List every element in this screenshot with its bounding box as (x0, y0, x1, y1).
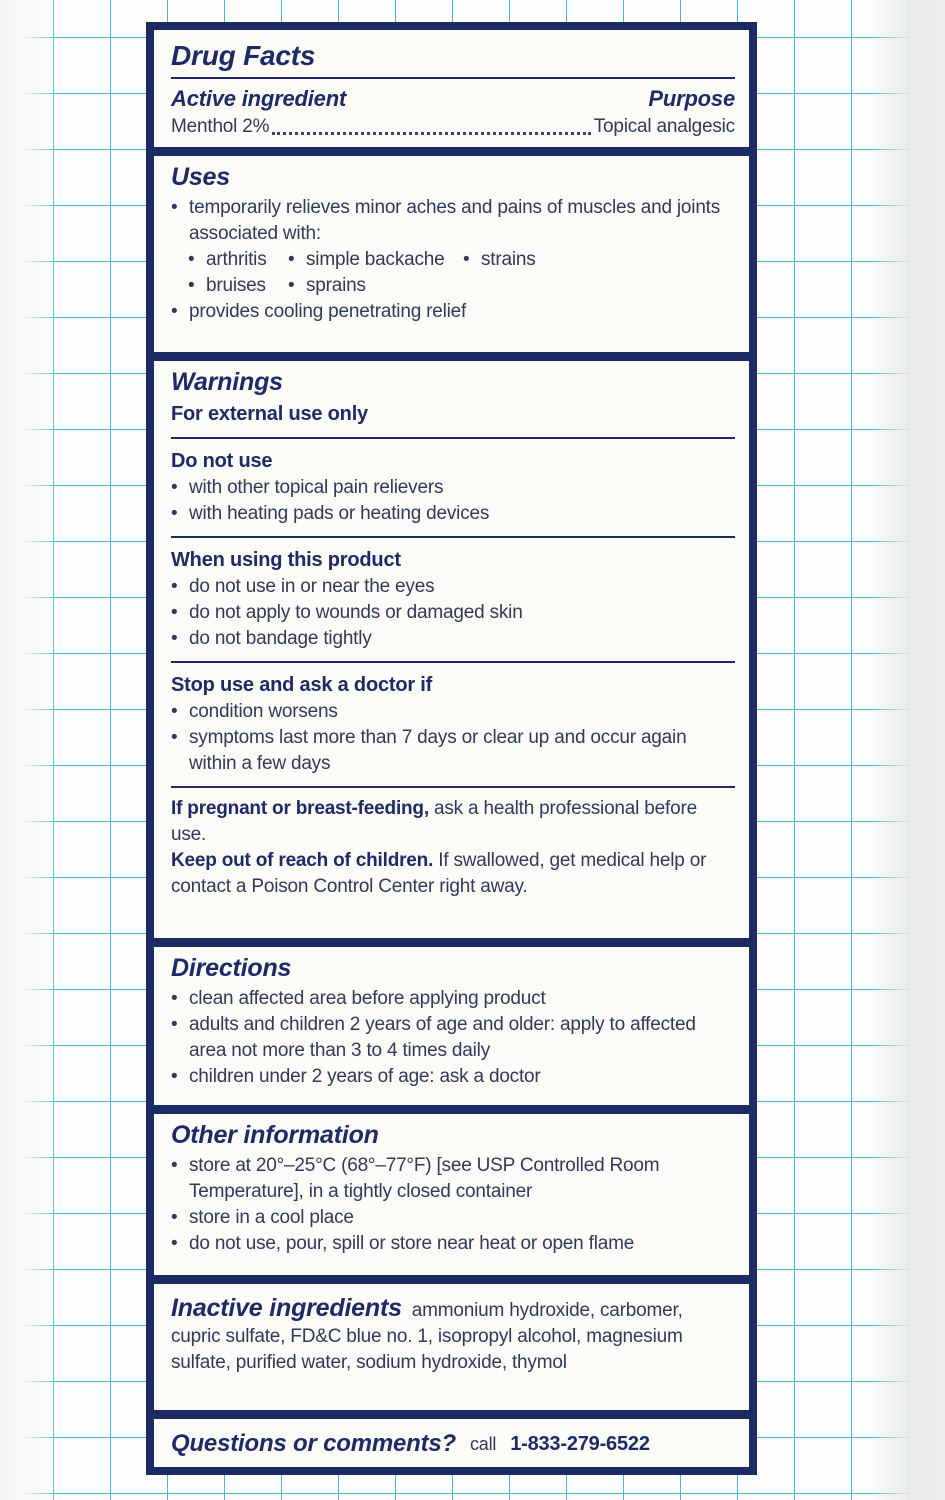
do-not-use-item: • with heating pads or heating devices (171, 501, 735, 527)
ingredient-name: Menthol 2% (171, 116, 270, 137)
thin-divider (171, 437, 735, 439)
directions-item: • children under 2 years of age: ask a doctor (171, 1064, 735, 1090)
warnings-section (154, 361, 749, 938)
drug-facts-panel (146, 22, 757, 1475)
section-divider-bar (154, 938, 749, 947)
directions-section (154, 947, 749, 1105)
questions-section (154, 1419, 749, 1467)
section-divider-bar (154, 1105, 749, 1114)
warnings-heading: Warnings (171, 368, 283, 396)
bullet-icon: • (171, 1066, 178, 1087)
bullet-icon: • (171, 701, 178, 722)
uses-sub-row-2: • bruises • sprains (188, 273, 735, 299)
other-information-section (154, 1114, 749, 1275)
thin-divider (171, 77, 735, 79)
section-divider-bar (154, 1410, 749, 1419)
dot-leader (272, 132, 590, 135)
thin-divider (171, 661, 735, 663)
inactive-ingredients-paragraph: Inactive ingredients ammonium hydroxide, carbomer, cupric sulfate, FD&C blue no. 1, isopropyl alcohol, magnesium sulfate, purified water, sodium hydroxide, thymol (171, 1294, 683, 1373)
bullet-icon: • (171, 628, 178, 649)
call-label: call (469, 1433, 497, 1454)
active-ingredient-row (171, 85, 735, 113)
when-using-item: • do not use in or near the eyes (171, 574, 735, 600)
bullet-icon: • (288, 249, 295, 270)
do-not-use-subhead: Do not use (171, 450, 273, 472)
bullet-icon: • (171, 1233, 178, 1254)
page-right-edge-shade (870, 0, 945, 1500)
bullet-icon: • (188, 249, 195, 270)
thin-divider (171, 786, 735, 788)
directions-item: • clean affected area before applying product (171, 986, 735, 1012)
other-information-heading: Other information (171, 1121, 379, 1149)
when-using-subhead: When using this product (171, 549, 401, 571)
stop-use-item: • symptoms last more than 7 days or clear up and occur again within a few days (171, 725, 735, 777)
stop-use-subhead: Stop use and ask a doctor if (171, 674, 433, 696)
header-section (154, 30, 749, 147)
bullet-icon: • (463, 249, 470, 270)
section-divider-bar (154, 352, 749, 361)
bullet-icon: • (171, 988, 178, 1009)
bullet-icon: • (171, 1014, 178, 1035)
bullet-icon: • (171, 1155, 178, 1176)
ingredient-purpose: Topical analgesic (593, 116, 735, 137)
directions-item: • adults and children 2 years of age and older: apply to affected area not more than 3 to 4 times daily (171, 1012, 735, 1064)
other-information-item: • store at 20°–25°C (68°–77°F) [see USP Controlled Room Temperature], in a tightly closed container (171, 1153, 735, 1205)
inactive-ingredients-section (154, 1284, 749, 1410)
bullet-icon: • (171, 477, 178, 498)
uses-section (154, 156, 749, 352)
active-ingredient-heading: Active ingredient (171, 86, 347, 111)
bullet-icon: • (188, 275, 195, 296)
children-warning: Keep out of reach of children. If swallowed, get medical help or contact a Poison Control Center right away. (171, 850, 707, 897)
phone-number: 1-833-279-6522 (510, 1432, 650, 1455)
bullet-icon: • (171, 1207, 178, 1228)
pregnant-warning: If pregnant or breast-feeding, ask a health professional before use. (171, 798, 697, 845)
uses-bullet-main: • temporarily relieves minor aches and pains of muscles and joints associated with: (171, 195, 735, 247)
external-use-subhead: For external use only (171, 403, 368, 425)
other-information-item: • do not use, pour, spill or store near heat or open flame (171, 1231, 735, 1257)
bullet-icon: • (171, 576, 178, 597)
ingredient-leader-row (171, 114, 735, 140)
when-using-item: • do not apply to wounds or damaged skin (171, 600, 735, 626)
uses-heading: Uses (171, 163, 230, 191)
thin-divider (171, 536, 735, 538)
other-information-item: • store in a cool place (171, 1205, 735, 1231)
uses-bullet-last: • provides cooling penetrating relief (171, 299, 735, 325)
inactive-ingredients-heading: Inactive ingredients (171, 1294, 402, 1322)
drug-facts-title: Drug Facts (171, 40, 316, 71)
bullet-icon: • (288, 275, 295, 296)
page-left-edge-shade (0, 0, 60, 1500)
do-not-use-item: • with other topical pain relievers (171, 475, 735, 501)
directions-heading: Directions (171, 954, 292, 982)
bullet-icon: • (171, 301, 178, 322)
bullet-icon: • (171, 602, 178, 623)
bullet-icon: • (171, 197, 178, 218)
purpose-heading: Purpose (648, 86, 735, 111)
section-divider-bar (154, 1275, 749, 1284)
uses-sub-row-1: • arthritis • simple backache • strains (188, 247, 735, 273)
stop-use-item: • condition worsens (171, 699, 735, 725)
when-using-item: • do not bandage tightly (171, 626, 735, 652)
bullet-icon: • (171, 503, 178, 524)
questions-heading: Questions or comments? (171, 1430, 456, 1457)
section-divider-bar (154, 147, 749, 156)
bullet-icon: • (171, 727, 178, 748)
